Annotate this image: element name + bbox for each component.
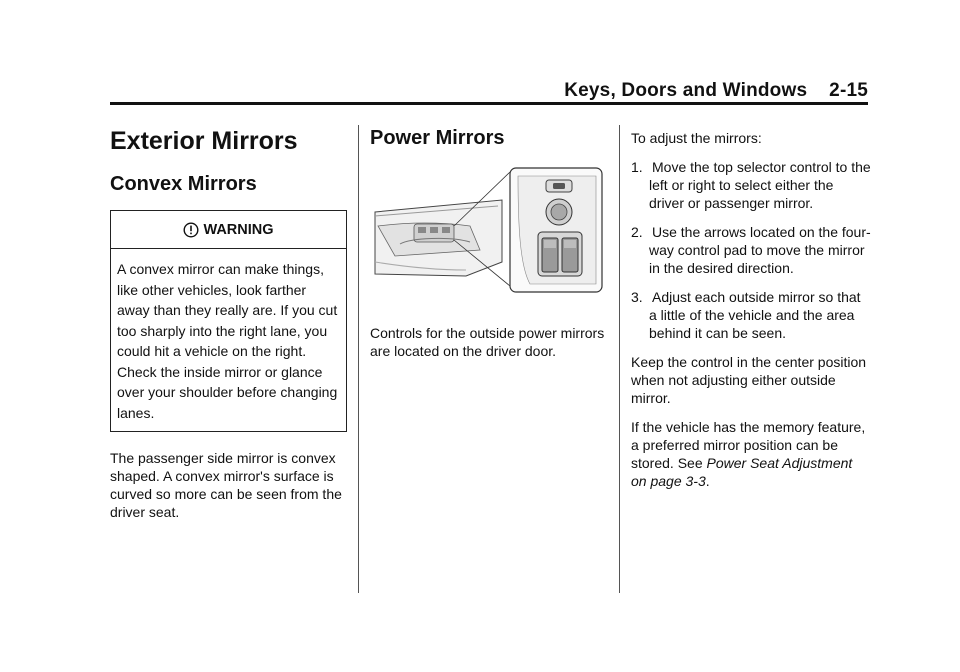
center-position-paragraph: Keep the control in the center position when not adjusting either outside mirror. <box>631 354 867 406</box>
warning-circle-icon <box>183 222 199 238</box>
figure-caption: Controls for the outside power mirrors are located on the driver door. <box>370 325 605 359</box>
step-text: Use the arrows located on the four-way control pad to move the mirror in the desired direction. <box>649 224 871 276</box>
header-rule <box>110 102 868 105</box>
step-text: Move the top selector control to the left or right to select either the driver or passenger mirror. <box>649 159 871 211</box>
step-number: 3. <box>631 289 643 305</box>
memory-text-end: . <box>705 473 710 489</box>
list-item <box>631 223 871 277</box>
header-title <box>564 80 868 102</box>
list-item <box>631 288 871 342</box>
power-seat-reference-link[interactable]: Power Seat Adjustment on page 3-3 <box>631 455 853 489</box>
warning-label: WARNING <box>203 221 274 238</box>
steps-intro: To adjust the mirrors: <box>631 130 762 146</box>
memory-text: If the vehicle has the memory feature, a preferred mirror position can be stored. See <box>631 419 866 471</box>
warning-text: A convex mirror can make things, like other vehicles, look farther away than they really are. If you cut too sharply into the right lane, you could hit a vehicle on the right. Check the inside mirror or glance over your shoulder before changing lanes. <box>117 261 338 421</box>
warning-box <box>110 210 347 432</box>
left-column <box>110 120 348 521</box>
step-number: 2. <box>631 224 643 240</box>
list-item <box>631 158 871 212</box>
middle-column <box>370 120 606 360</box>
right-column <box>631 120 871 490</box>
power-mirrors-heading: Power Mirrors <box>370 127 505 149</box>
warning-header <box>111 211 346 249</box>
step-text: Adjust each outside mirror so that a little of the vehicle and the area behind it can be seen. <box>649 289 861 341</box>
door-mirror-controls-illustration <box>370 166 605 294</box>
step-number: 1. <box>631 159 643 175</box>
memory-paragraph <box>631 418 871 490</box>
column-divider-1 <box>358 125 359 593</box>
sub-heading: Convex Mirrors <box>110 173 257 195</box>
convex-paragraph: The passenger side mirror is convex shaped. A convex mirror's surface is curved so more can be seen from the driver seat. <box>110 450 342 520</box>
column-divider-2 <box>619 125 620 593</box>
page-number: 2-15 <box>829 80 868 101</box>
steps-list <box>631 158 871 342</box>
main-heading: Exterior Mirrors <box>110 127 298 155</box>
section-title: Keys, Doors and Windows <box>564 80 808 101</box>
